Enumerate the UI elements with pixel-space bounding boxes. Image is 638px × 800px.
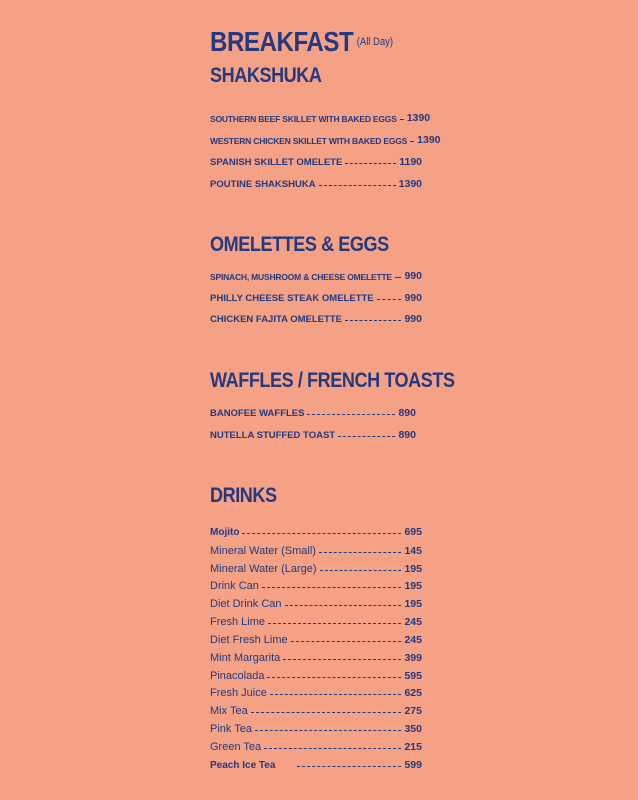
menu-item xyxy=(210,755,422,771)
item-price: 625 xyxy=(404,687,422,699)
dot-leader xyxy=(319,552,402,553)
dot-leader xyxy=(267,677,401,678)
item-price: 245 xyxy=(404,634,422,646)
item-name: WESTERN CHICKEN SKILLET WITH BAKED EGGS xyxy=(210,136,408,146)
item-name: BANOFEE WAFFLES xyxy=(210,408,305,419)
dot-leader xyxy=(251,712,402,713)
menu-item xyxy=(210,403,416,419)
item-price: 195 xyxy=(404,563,422,575)
dot-leader xyxy=(283,659,401,660)
item-name: Green Tea xyxy=(210,741,262,753)
omelettes-heading: OMELETTES & EGGS xyxy=(210,233,389,256)
menu-item xyxy=(210,648,422,664)
breakfast-title: BREAKFAST xyxy=(210,26,354,57)
dot-leader xyxy=(264,748,401,749)
item-price: 1390 xyxy=(406,112,431,124)
item-price: 275 xyxy=(404,705,422,717)
item-name: CHICKEN FAJITA OMELETTE xyxy=(210,314,342,325)
drinks-heading: DRINKS xyxy=(210,484,277,507)
item-name: NUTELLA STUFFED TOAST xyxy=(210,430,336,441)
item-name: Diet Fresh Lime xyxy=(210,634,288,646)
item-name: Mix Tea xyxy=(210,705,248,717)
dot-leader xyxy=(400,119,404,120)
dot-leader xyxy=(319,185,396,186)
item-price: 890 xyxy=(398,429,416,441)
item-price: 990 xyxy=(404,270,422,282)
menu-item xyxy=(210,309,422,325)
item-name: Pinacolada xyxy=(210,670,265,682)
item-price: 215 xyxy=(404,741,422,753)
item-name: PHILLY CHEESE STEAK OMELETTE xyxy=(210,293,374,304)
dot-leader xyxy=(270,694,402,695)
item-price: 245 xyxy=(404,616,422,628)
item-name: Diet Drink Can xyxy=(210,598,282,610)
item-name: SOUTHERN BEEF SKILLET WITH BAKED EGGS xyxy=(210,114,397,124)
dot-leader xyxy=(320,570,402,571)
item-price: 990 xyxy=(404,292,422,304)
item-price: 599 xyxy=(404,759,422,771)
menu-item xyxy=(210,594,422,610)
item-price: 195 xyxy=(404,598,422,610)
menu-item xyxy=(210,576,422,592)
breakfast-heading xyxy=(210,26,393,58)
dot-leader xyxy=(345,163,396,164)
menu-item xyxy=(210,683,422,699)
item-price: 399 xyxy=(404,652,422,664)
item-name: Peach Ice Tea xyxy=(210,760,276,771)
menu-item xyxy=(210,719,422,735)
menu-item xyxy=(210,130,441,146)
item-name: Mineral Water (Large) xyxy=(210,563,317,575)
item-name: Fresh Lime xyxy=(210,616,266,628)
item-price: 145 xyxy=(404,545,422,557)
menu-item xyxy=(210,288,422,304)
dot-leader xyxy=(262,587,402,588)
item-price: 195 xyxy=(404,580,422,592)
menu-item xyxy=(210,266,422,282)
dot-leader xyxy=(255,730,401,731)
item-name: SPINACH, MUSHROOM & CHEESE OMELETTE xyxy=(210,272,392,282)
item-price: 1190 xyxy=(399,156,422,168)
item-price: 1390 xyxy=(398,178,422,190)
item-name: Pink Tea xyxy=(210,723,252,735)
item-name: Drink Can xyxy=(210,580,259,592)
dot-leader xyxy=(285,605,402,606)
item-name: Mint Margarita xyxy=(210,652,281,664)
dot-leader xyxy=(377,299,402,300)
dot-leader xyxy=(410,141,414,142)
item-price: 695 xyxy=(404,526,422,538)
item-price: 890 xyxy=(398,407,416,419)
item-name: Mineral Water (Small) xyxy=(210,545,316,557)
menu-item xyxy=(210,666,422,682)
dot-leader xyxy=(395,277,402,278)
dot-leader xyxy=(297,766,401,767)
menu-item xyxy=(210,630,422,646)
item-price: 350 xyxy=(404,723,422,735)
dot-leader xyxy=(291,641,402,642)
dot-leader xyxy=(345,320,402,321)
dot-leader xyxy=(268,623,401,624)
menu-item xyxy=(210,559,422,575)
menu-item xyxy=(210,612,422,628)
item-price: 990 xyxy=(404,313,422,325)
item-name: Fresh Juice xyxy=(210,687,267,699)
dot-leader xyxy=(338,436,395,437)
item-name: SPANISH SKILLET OMELETE xyxy=(210,157,343,168)
item-name: POUTINE SHAKSHUKA xyxy=(210,179,316,190)
waffles-heading: WAFFLES / FRENCH TOASTS xyxy=(210,369,455,392)
item-price: 595 xyxy=(404,670,422,682)
item-name: Mojito xyxy=(210,527,240,538)
menu-item xyxy=(210,174,422,190)
shakshuka-heading: SHAKSHUKA xyxy=(210,64,322,87)
menu-item xyxy=(210,541,422,557)
menu-item xyxy=(210,108,431,124)
menu-item xyxy=(210,152,422,168)
item-price: 1390 xyxy=(417,134,441,146)
all-day-note: (All Day) xyxy=(356,36,394,48)
menu-item xyxy=(210,737,422,753)
menu-item xyxy=(210,425,416,441)
dot-leader xyxy=(242,533,401,534)
menu-item xyxy=(210,522,422,538)
menu-item xyxy=(210,701,422,717)
dot-leader xyxy=(307,414,395,415)
